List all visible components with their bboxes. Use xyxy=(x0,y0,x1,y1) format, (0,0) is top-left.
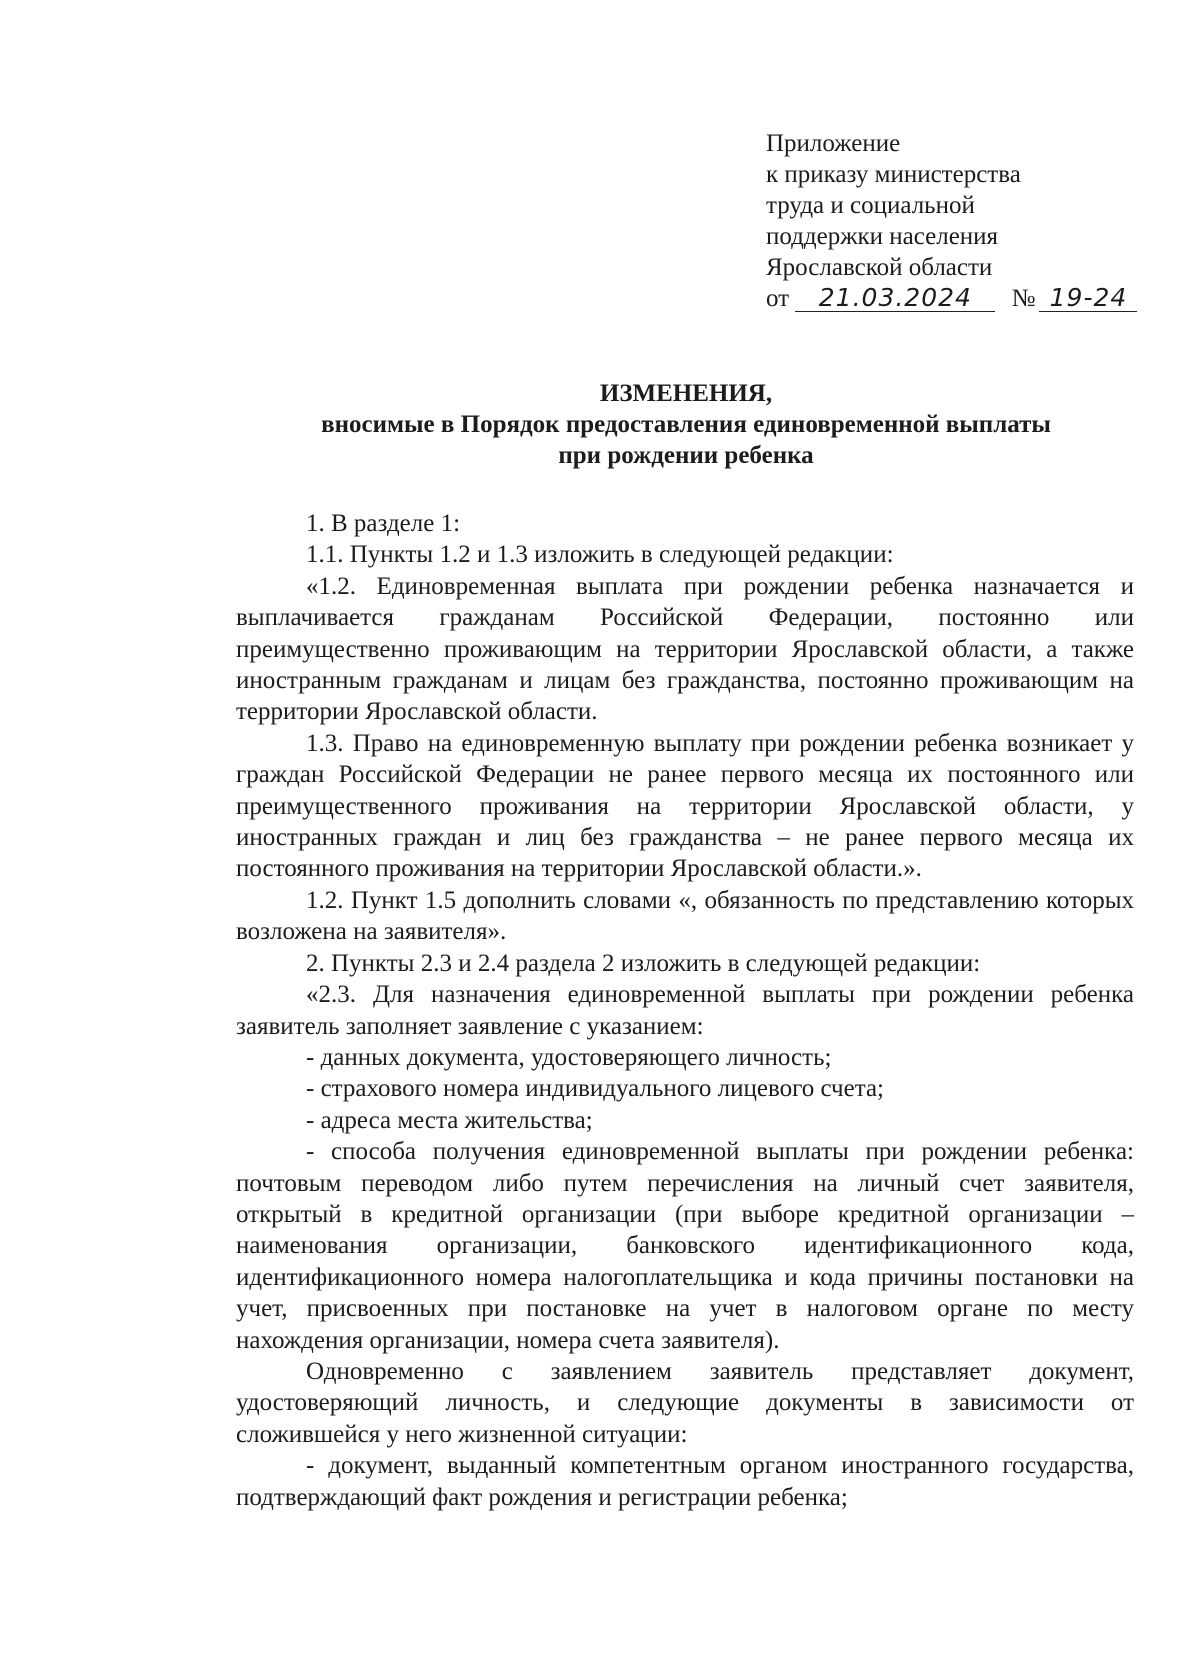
order-date-line xyxy=(766,283,1146,314)
appendix-line: Приложение xyxy=(766,130,901,157)
number-label: № xyxy=(1011,285,1036,312)
paragraph: 1.2. Пункт 1.5 дополнить словами «, обязанность по представлению которых возложена на заявителя». xyxy=(236,886,1134,946)
appendix-line: к приказу министерства xyxy=(766,161,1021,188)
title-subtitle-line: вносимые в Порядок предоставления единовременной выплаты xyxy=(321,411,1051,438)
paragraph: Одновременно с заявлением заявитель представляет документ, удостоверяющий личность, и следующие документы в зависимости от сложившейся у него жизненной ситуации: xyxy=(236,1357,1134,1448)
date-prefix: от xyxy=(766,285,790,312)
paragraph: «2.3. Для назначения единовременной выплаты при рождении ребенка заявитель заполняет заявление с указанием: xyxy=(236,981,1134,1040)
appendix-header xyxy=(766,128,1146,314)
paragraph: - страхового номера индивидуального лицевого счета; xyxy=(306,1075,884,1103)
appendix-line: труда и социальной xyxy=(766,192,975,219)
title-subtitle-line: при рождении ребенка xyxy=(558,442,814,469)
paragraph: 1.1. Пункты 1.2 и 1.3 изложить в следующей редакции: xyxy=(306,541,894,569)
paragraph: 1. В разделе 1: xyxy=(306,510,461,537)
paragraph: 2. Пункты 2.3 и 2.4 раздела 2 изложить в следующей редакции: xyxy=(306,949,981,977)
paragraph: - данных документа, удостоверяющего личность; xyxy=(306,1043,832,1071)
paragraph: - документ, выданный компетентным органом иностранного государства, подтверждающий факт рождения и регистрации ребенка; xyxy=(236,1452,1134,1511)
paragraph: - адреса места жительства; xyxy=(306,1106,593,1134)
appendix-line: Ярославской области xyxy=(766,254,993,281)
document-body xyxy=(236,508,1134,1513)
document-title xyxy=(236,378,1136,471)
handwritten-date: 21.03.2024 xyxy=(795,284,995,312)
title-main: ИЗМЕНЕНИЯ, xyxy=(599,380,773,407)
paragraph: - способа получения единовременной выплаты при рождении ребенка: почтовым переводом либо путем перечисления на личный счет заявителя, открытый в кредитной организации (при выборе кредитной организации – наименования организации, банковского идентификационного кода, идентификационного номера налогоплательщика и кода причины постановки на учет, присвоенных при постановке на учет в налоговом органе по месту нахождения организации, номера счета заявителя). xyxy=(236,1138,1134,1354)
paragraph: 1.3. Право на единовременную выплату при рождении ребенка возникает у граждан Российской Федерации не ранее первого месяца их постоянного или преимущественного проживания на территории Ярославской области, у иностранных граждан и лиц без гражданства – не ранее первого месяца их постоянного проживания на территории Ярославской области.». xyxy=(236,729,1134,883)
paragraph: «1.2. Единовременная выплата при рождении ребенка назначается и выплачивается гражданам Российской Федерации, постоянно или преимущественно проживающим на территории Ярославской области, а также иностранным гражданам и лицам без гражданства, постоянно проживающим на территории Ярославской области. xyxy=(236,572,1134,726)
handwritten-number: 19-24 xyxy=(1039,284,1137,312)
appendix-line: поддержки населения xyxy=(766,223,999,250)
